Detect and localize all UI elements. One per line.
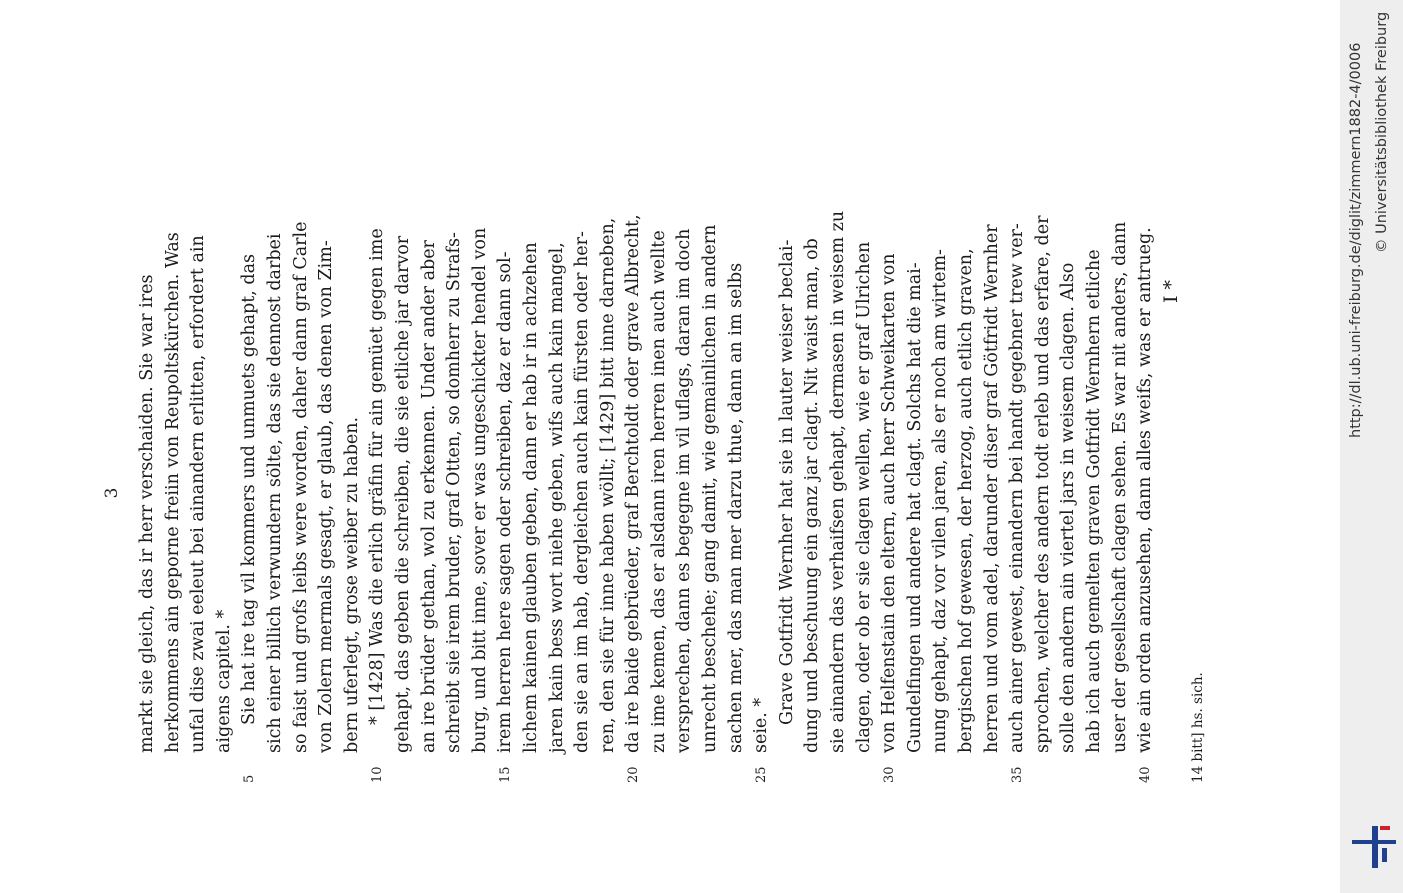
- line-text: jaren kain bess wort niehe geben, wifs auch kain mangel,: [546, 242, 567, 753]
- line-text: schreibt sie irem bruder, graf Otten, so domherr zu Strafs-: [444, 232, 465, 753]
- line-text: zu ime kemen, das er alsdann iren herren inen auch wellte: [648, 230, 669, 753]
- line-text: burg, und bitt inne, sover er was ungeschickter hendel von: [469, 227, 490, 753]
- line-number: 20: [626, 766, 642, 783]
- text-line: [826, 153, 852, 753]
- text-line: [519, 153, 545, 753]
- line-text: von Zolern mermals gesagt, er glaub, das denen von Zim-: [316, 240, 337, 753]
- line-number: 10: [370, 766, 386, 783]
- source-sidebar: [1340, 0, 1403, 893]
- line-text: wie ain orden anzusehen, dann alles weifs, was er antrueg.: [1135, 227, 1156, 753]
- text-line: [391, 153, 417, 753]
- text-line: [417, 153, 443, 753]
- text-line: [545, 153, 571, 753]
- text-line: [724, 153, 750, 753]
- line-number: 35: [1010, 766, 1026, 783]
- line-text: bergischen hof gewesen, der herzog, auch etlich graven,: [956, 248, 976, 753]
- line-text: sich einer billich verwundern sölte, das sie dennost darbei: [264, 233, 285, 753]
- line-text: dung und beschuung ein ganz jar clagt. Nit waist man, ob: [802, 238, 823, 753]
- line-text: auch ainer gewest, einandern bei handt gegebner trew ver-: [1007, 223, 1028, 753]
- text-line: [570, 153, 596, 753]
- line-text: irem herren here sagen oder schreiben, daz er dann sol-: [495, 251, 516, 753]
- line-text: user der gesellschaft clagen sehen. Es war nit anders, dann: [1109, 221, 1130, 753]
- logo-bar-vertical-short: [1382, 848, 1387, 862]
- text-line: [365, 153, 391, 783]
- text-line: [775, 153, 801, 753]
- text-line: [621, 153, 647, 783]
- line-text: unfal dise zwai eeleut bei ainandern erlitten, erfordert ain: [188, 235, 209, 753]
- text-line: [1031, 153, 1057, 753]
- text-line: [647, 153, 673, 753]
- text-line: [493, 153, 519, 783]
- line-text: herren und vom adel, darunder diser graf Götfridt Wernher: [981, 224, 1002, 753]
- text-line: [1082, 153, 1108, 753]
- line-number: 25: [754, 766, 770, 783]
- text-line: [135, 153, 161, 753]
- line-text: bern uferlegt, grose weiber zu haben.: [341, 416, 362, 753]
- line-text: hab ich auch gemelten graven Gotfridt Wernhern etliche: [1083, 249, 1104, 753]
- line-text: sie ainandern das verhaifsen gehapt, dermasen in weisem zu: [828, 210, 849, 753]
- line-number: 15: [498, 766, 514, 783]
- line-text: ren, den sie für inne haben wöllt; [1429] bitt inne darneben,: [597, 217, 618, 753]
- copyright-notice: © Universitätsbibliothek Freiburg: [1374, 11, 1390, 253]
- page-number: 3: [102, 487, 122, 499]
- text-line: [186, 153, 212, 753]
- text-line: [1005, 153, 1031, 783]
- line-text: Sie hat ire tag vil kommers und unmuets gehapt, das: [239, 253, 260, 725]
- text-line: [289, 153, 315, 753]
- text-line: [1108, 153, 1134, 753]
- line-text: clagen, oder ob er sie clagen wellen, wie er graf Ulrichen: [853, 241, 874, 753]
- line-text: markt sie gleich, das ir herr verschaiden. Sie war ires: [137, 274, 157, 753]
- text-line: [468, 153, 494, 753]
- line-text: nung gehapt, daz vor vilen jaren, als er noch am wirtem-: [930, 249, 951, 753]
- text-line: [954, 153, 980, 753]
- text-line: [314, 153, 340, 753]
- text-line: [1133, 153, 1159, 783]
- line-text: seie. *: [751, 697, 772, 753]
- line-text: da ire baide gebrüeder, graf Berchtoldt oder grave Albrecht,: [623, 214, 644, 753]
- text-line: [237, 153, 263, 783]
- sidebar-rotated-content: [1340, 0, 1403, 893]
- text-line: [212, 153, 238, 753]
- line-text: von Helfenstain den eltern, auch herr Schweikarten von: [879, 253, 900, 753]
- line-text: sachen mer, das man mer darzu thue, dann an im selbs: [725, 262, 746, 753]
- line-text: versprechen, dann es begegne im vil uflags, daran im doch: [674, 228, 695, 753]
- line-text: * [1428] Was die erlich gräfin für ain gemüet gegen ime: [367, 228, 388, 725]
- library-logo-icon: [1350, 822, 1398, 870]
- line-text: solle den andern ain viertel jars in weisem clagen. Also: [1058, 262, 1079, 753]
- signature-mark: I *: [1160, 279, 1182, 303]
- text-line: [672, 153, 698, 753]
- text-line: [903, 153, 929, 753]
- line-text: aigens capitel. *: [213, 609, 234, 753]
- footnote: 14 bitt] hs. sich.: [1190, 672, 1206, 783]
- line-number: 30: [882, 766, 898, 783]
- line-text: lichem kainen glauben geben, dann er hab ir in achzehen: [520, 242, 541, 753]
- text-line: [340, 153, 366, 753]
- logo-accent: [1380, 826, 1390, 830]
- rotated-page: [80, 93, 1260, 893]
- line-text: gehapt, das geben die schreiben, die sie etliche jar darvor: [392, 235, 413, 753]
- line-text: den sie an im hab, dergleichen auch kain fürsten oder her-: [572, 231, 593, 753]
- text-line: [698, 153, 724, 753]
- text-line: [596, 153, 622, 753]
- text-line: [1056, 153, 1082, 753]
- text-line: [263, 153, 289, 753]
- line-text: unrecht beschehe; gang damit, wie gemainlichen in andern: [700, 224, 721, 753]
- line-text: herkommens ain geporne freiin von Reupoltskürchen. Was: [162, 232, 183, 753]
- source-url-link[interactable]: http://dl.ub.uni-freiburg.de/diglit/zimmern1882-4/0006: [1348, 42, 1364, 438]
- text-line: [800, 153, 826, 753]
- line-text: so faist und grofs leibs were worden, daher dann graf Carle: [290, 221, 311, 753]
- logo-bar-vertical-tall: [1372, 826, 1378, 868]
- line-text: Gundelfingen und andere hat clagt. Solchs hat die mai-: [904, 262, 925, 753]
- text-line: [442, 153, 468, 753]
- line-text: an ire brüder gethan, wol zu erkennen. Under ander aber: [418, 240, 439, 753]
- line-number: 40: [1138, 766, 1154, 783]
- text-line: [877, 153, 903, 783]
- body-text: [135, 153, 1159, 783]
- line-number: 5: [242, 774, 258, 783]
- text-line: [852, 153, 878, 753]
- text-line: [749, 153, 775, 783]
- line-text: sprochen, welcher des andern todt erleb und das erfare, der: [1032, 215, 1053, 753]
- text-line: [980, 153, 1006, 753]
- line-text: Grave Gotfridt Wernher hat sie in lauter weiser beclai-: [776, 239, 797, 725]
- text-line: [161, 153, 187, 753]
- text-line: [928, 153, 954, 753]
